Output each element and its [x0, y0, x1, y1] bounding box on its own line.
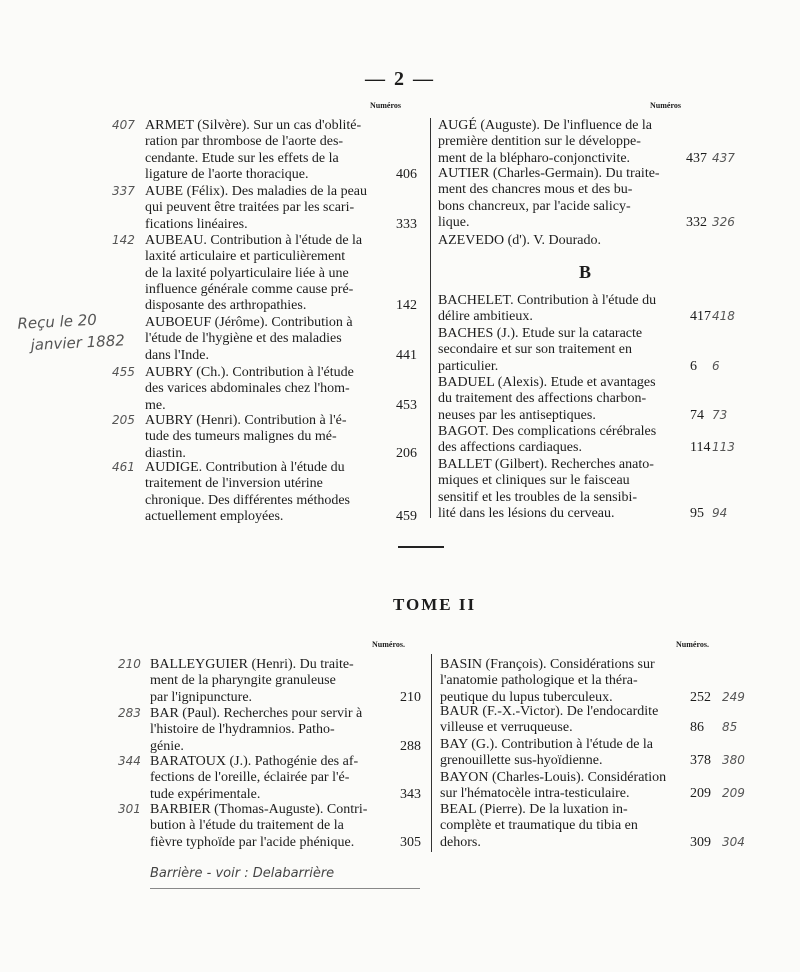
entry-line: BAGOT. Des complications cérébrales: [438, 424, 657, 439]
entry-line: ration par thrombose de l'aorte des-: [145, 134, 344, 150]
entry-line: ment de la blépharo-conjonctivite.: [438, 150, 631, 166]
index-entry: [150, 706, 400, 755]
entry-number: 305: [400, 834, 421, 850]
entry-number: 437: [686, 150, 707, 166]
entry-line: AZEVEDO (d'). V. Dourado.: [438, 233, 601, 248]
entry-line: première dentition sur le développe-: [438, 134, 641, 150]
entry-line: AUBOEUF (Jérôme). Contribution à: [145, 315, 353, 330]
bottom-handwritten-note: Barrière - voir : Delabarrière: [150, 866, 335, 881]
entry-line: l'étude de l'hygiène et des maladies: [145, 331, 342, 347]
entry-line: laxité articulaire et particulièrement: [145, 249, 346, 265]
entry-line: me.: [145, 397, 166, 413]
numeros-header-right: Numéros: [650, 101, 681, 110]
handwritten-number: 304: [722, 834, 745, 849]
section-letter-b: B: [579, 262, 592, 282]
entry-line: l'anatomie pathologique et la théra-: [440, 673, 638, 689]
entry-line: l'histoire de l'hydramnios. Patho-: [150, 722, 335, 738]
entry-number: 114: [690, 440, 711, 456]
entry-line: BACHELET. Contribution à l'étude du: [438, 293, 657, 308]
entry-number: 309: [690, 834, 711, 850]
handwritten-number: 283: [118, 706, 141, 720]
entry-line: qui peuvent être traitées par les scari-: [145, 200, 355, 216]
margin-note-line-1: Reçu le 20: [17, 310, 98, 333]
handwritten-number: 210: [118, 657, 141, 671]
entry-line: fications linéaires.: [145, 216, 248, 232]
entry-line: miques et cliniques sur le faisceau: [438, 473, 630, 489]
section-rule: [398, 546, 444, 548]
index-entry: [145, 118, 395, 183]
entry-line: fections de l'oreille, éclairée par l'é-: [150, 770, 350, 786]
entry-line: fièvre typhoïde par l'acide phénique.: [150, 834, 355, 850]
entry-line: génie.: [150, 738, 184, 754]
index-entry: [438, 293, 688, 326]
column-divider-top: [430, 118, 431, 518]
entry-line: secondaire et sur son traitement en: [438, 342, 632, 358]
entry-number: 343: [400, 786, 421, 802]
entry-number: 453: [396, 397, 417, 413]
index-entry: [438, 457, 688, 522]
entry-line: complète et traumatique du tibia en: [440, 818, 638, 834]
column-divider-bottom: [431, 654, 432, 852]
entry-line: BEAL (Pierre). De la luxation in-: [440, 802, 628, 817]
entry-line: diastin.: [145, 445, 186, 461]
index-entry: [438, 233, 688, 249]
entry-line: influence générale comme cause pré-: [145, 281, 354, 297]
entry-number: 209: [690, 786, 711, 802]
tome-numeros-header-right: Numéros.: [676, 640, 709, 649]
handwritten-number: 326: [712, 214, 735, 229]
handwritten-number: 6: [712, 358, 720, 373]
entry-number: 288: [400, 738, 421, 754]
entry-number: 441: [396, 347, 417, 363]
handwritten-number: 418: [712, 309, 735, 324]
entry-line: sur l'hématocèle intra-testiculaire.: [440, 786, 630, 802]
handwritten-number: 142: [112, 233, 135, 247]
entry-line: dans l'Inde.: [145, 347, 209, 363]
index-entry: [145, 233, 395, 314]
entry-number: 74: [690, 407, 704, 423]
entry-line: AUTIER (Charles-Germain). Du traite-: [438, 166, 660, 181]
index-entry: [145, 315, 395, 364]
entry-line: lique.: [438, 214, 470, 230]
entry-line: BALLEYGUIER (Henri). Du traite-: [150, 657, 354, 672]
entry-line: bons chancreux, par l'acide salicy-: [438, 198, 631, 214]
handwritten-number: 113: [712, 440, 735, 455]
handwritten-number: 249: [722, 689, 745, 704]
handwritten-number: 94: [712, 505, 728, 520]
entry-line: traitement de l'inversion utérine: [145, 476, 323, 492]
entry-number: 332: [686, 214, 707, 230]
entry-line: des affections cardiaques.: [438, 440, 582, 456]
index-entry: [440, 770, 690, 803]
index-entry: [438, 166, 688, 231]
index-entry: [438, 326, 688, 375]
entry-number: 95: [690, 505, 704, 521]
index-entry: [438, 375, 688, 424]
index-entry: [145, 413, 395, 462]
entry-line: AUBE (Félix). Des maladies de la peau: [145, 184, 367, 199]
handwritten-number: 73: [712, 407, 728, 422]
index-entry: [150, 802, 400, 851]
entry-line: BACHES (J.). Etude sur la cataracte: [438, 326, 643, 341]
entry-line: dehors.: [440, 834, 481, 850]
entry-line: chronique. Des différentes méthodes: [145, 492, 351, 508]
tome-numeros-header-left: Numéros.: [372, 640, 405, 649]
margin-handwritten-note: [17, 307, 125, 357]
entry-line: BAY (G.). Contribution à l'étude de la: [440, 737, 654, 752]
entry-line: de la laxité polyarticulaire liée à une: [145, 265, 349, 281]
entry-line: AUBRY (Ch.). Contribution à l'étude: [145, 365, 354, 380]
entry-line: par l'ignipuncture.: [150, 689, 253, 705]
entry-line: peutique du lupus tuberculeux.: [440, 689, 613, 705]
entry-line: ment des chancres mous et des bu-: [438, 182, 633, 198]
entry-line: BAYON (Charles-Louis). Considération: [440, 770, 667, 785]
entry-line: disposante des arthropathies.: [145, 298, 307, 314]
entry-line: AUGÉ (Auguste). De l'influence de la: [438, 118, 653, 133]
index-entry: [150, 754, 400, 803]
index-entry: [440, 802, 690, 851]
index-entry: [438, 118, 688, 167]
index-entry: [440, 657, 690, 706]
handwritten-number: 209: [722, 786, 745, 801]
entry-number: 417: [690, 309, 711, 325]
entry-line: lité dans les lésions du cerveau.: [438, 505, 615, 521]
entry-line: particulier.: [438, 358, 499, 374]
index-entry: [150, 657, 400, 706]
handwritten-number: 455: [112, 365, 135, 379]
handwritten-number: 407: [112, 118, 135, 132]
entry-line: ARMET (Silvère). Sur un cas d'oblité-: [145, 118, 362, 133]
entry-line: tude des tumeurs malignes du mé-: [145, 429, 337, 445]
entry-number: 459: [396, 508, 417, 524]
entry-line: BAR (Paul). Recherches pour servir à: [150, 706, 363, 721]
entry-line: BARATOUX (J.). Pathogénie des af-: [150, 754, 359, 769]
entry-number: 142: [396, 298, 417, 314]
entry-number: 252: [690, 689, 711, 705]
entry-line: bution à l'étude du traitement de la: [150, 818, 344, 834]
index-entry: [438, 424, 688, 457]
handwritten-number: 301: [118, 802, 141, 816]
entry-line: cendante. Etude sur les effets de la: [145, 150, 339, 166]
handwritten-number: 344: [118, 754, 141, 768]
index-entry: [440, 704, 690, 737]
entry-number: 406: [396, 166, 417, 182]
entry-line: AUDIGE. Contribution à l'étude du: [145, 460, 345, 475]
entry-line: ligature de l'aorte thoracique.: [145, 166, 309, 182]
entry-number: 378: [690, 753, 711, 769]
index-entry: [145, 365, 395, 414]
margin-note-line-2: janvier 1882: [30, 331, 126, 355]
handwritten-number: 380: [722, 753, 745, 768]
entry-line: neuses par les antiseptiques.: [438, 407, 596, 423]
numeros-header-left: Numéros: [370, 101, 401, 110]
entry-line: du traitement des affections charbon-: [438, 391, 647, 407]
entry-line: BADUEL (Alexis). Etude et avantages: [438, 375, 656, 390]
handwritten-number: 85: [722, 720, 738, 735]
entry-line: BALLET (Gilbert). Recherches anato-: [438, 457, 654, 472]
index-entry: [145, 184, 395, 233]
entry-line: des varices abdominales chez l'hom-: [145, 381, 350, 397]
entry-line: AUBEAU. Contribution à l'étude de la: [145, 233, 363, 248]
entry-number: 333: [396, 216, 417, 232]
entry-line: actuellement employées.: [145, 508, 284, 524]
entry-line: sensitif et les troubles de la sensibi-: [438, 489, 638, 505]
entry-number: 210: [400, 689, 421, 705]
handwritten-number: 205: [112, 413, 135, 427]
entry-line: grenouillette sus-hyoïdienne.: [440, 753, 603, 769]
entry-number: 6: [690, 358, 697, 374]
entry-number: 86: [690, 720, 704, 736]
index-entry: [440, 737, 690, 770]
entry-line: BASIN (François). Considérations sur: [440, 657, 655, 672]
entry-line: tude expérimentale.: [150, 786, 261, 802]
handwritten-number: 337: [112, 184, 135, 198]
entry-line: villeuse et verruqueuse.: [440, 720, 573, 736]
bottom-note-underline: [150, 888, 420, 889]
page-number: — 2 —: [365, 68, 435, 90]
entry-line: BARBIER (Thomas-Auguste). Contri-: [150, 802, 368, 817]
entry-line: délire ambitieux.: [438, 309, 533, 325]
entry-line: ment de la pharyngite granuleuse: [150, 673, 336, 689]
entry-line: AUBRY (Henri). Contribution à l'é-: [145, 413, 347, 428]
tome-title: TOME II: [393, 595, 477, 614]
entry-line: BAUR (F.-X.-Victor). De l'endocardite: [440, 704, 659, 719]
index-entry: [145, 460, 395, 525]
handwritten-number: 461: [112, 460, 135, 474]
entry-number: 206: [396, 445, 417, 461]
handwritten-number: 437: [712, 150, 735, 165]
